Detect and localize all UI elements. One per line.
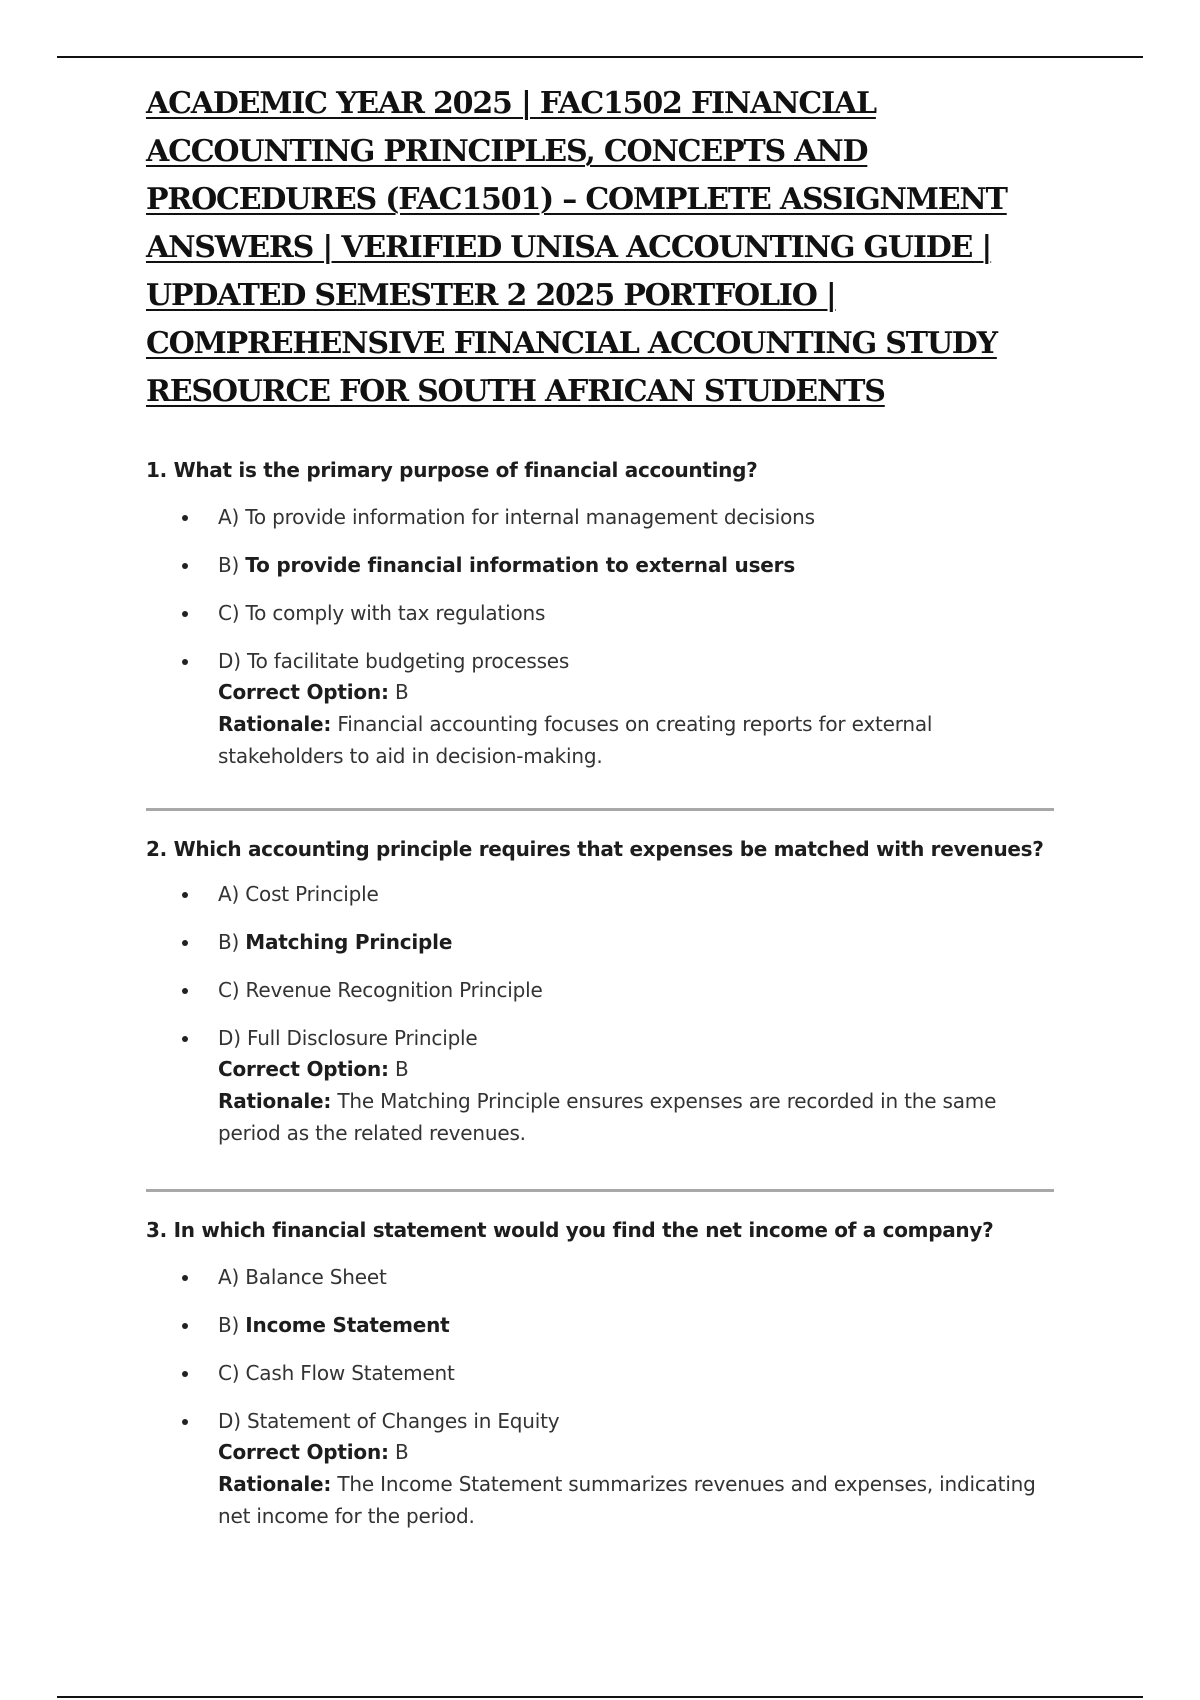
correct-option-label: Correct Option: [218, 1057, 389, 1081]
option-text: Revenue Recognition Principle [245, 978, 543, 1002]
option-list [146, 1262, 1056, 1532]
rationale-label: Rationale: [218, 1089, 332, 1113]
option-text: To comply with tax regulations [245, 601, 546, 625]
option-text: Full Disclosure Principle [246, 1026, 478, 1050]
bullet-icon [182, 1323, 188, 1329]
bullet-icon [182, 563, 188, 569]
bullet-icon [182, 892, 188, 898]
option-a [146, 502, 1056, 532]
rationale [218, 708, 1056, 772]
option-a [146, 879, 1056, 909]
option-list [146, 879, 1056, 1149]
option-letter: C) [218, 978, 240, 1002]
rationale-text: Financial accounting focuses on creating reports for external stakeholders to aid in decision-making. [218, 712, 933, 768]
question-text: 1. What is the primary purpose of financial accounting? [146, 458, 758, 482]
document-body [146, 80, 1056, 1532]
bullet-icon [182, 1275, 188, 1281]
bullet-icon [182, 1036, 188, 1042]
option-text: Income Statement [245, 1313, 450, 1337]
option-list [146, 502, 1056, 772]
option-text: To facilitate budgeting processes [246, 649, 570, 673]
option-b [146, 550, 1056, 580]
footer-rule [57, 1696, 1143, 1698]
question-text: 3. In which financial statement would you find the net income of a company? [146, 1218, 994, 1242]
rationale [218, 1468, 1056, 1532]
section-divider [146, 1189, 1054, 1192]
header-rule [57, 56, 1143, 58]
option-text: Balance Sheet [245, 1265, 387, 1289]
correct-option-label: Correct Option: [218, 680, 389, 704]
option-c [146, 1358, 1056, 1388]
option-a [146, 1262, 1056, 1292]
document-title: ACADEMIC YEAR 2025 | FAC1502 FINANCIAL ACCOUNTING PRINCIPLES, CONCEPTS AND PROCEDURES (FAC1501) – COMPLETE ASSIGNMENT ANSWERS | VERIFIED UNISA ACCOUNTING GUIDE | UPDATED SEMESTER 2 2025 PORTFOLIO | COMPREHENSIVE FINANCIAL ACCOUNTING STUDY RESOURCE FOR SOUTH AFRICAN STUDENTS [146, 86, 1007, 409]
option-d [146, 646, 1056, 772]
correct-option-value: B [394, 1440, 409, 1464]
option-letter: B) [218, 553, 240, 577]
bullet-icon [182, 1371, 188, 1377]
option-letter: C) [218, 601, 240, 625]
correct-option-value: B [394, 680, 409, 704]
option-text: Cash Flow Statement [245, 1361, 455, 1385]
option-d [146, 1406, 1056, 1532]
option-letter: B) [218, 930, 240, 954]
option-text: To provide financial information to external users [245, 553, 796, 577]
option-letter: A) [218, 882, 240, 906]
bullet-icon [182, 988, 188, 994]
bullet-icon [182, 515, 188, 521]
option-letter: D) [218, 1026, 241, 1050]
option-text: Matching Principle [245, 930, 453, 954]
option-b [146, 1310, 1056, 1340]
rationale-text: The Matching Principle ensures expenses are recorded in the same period as the related revenues. [218, 1089, 997, 1145]
rationale-label: Rationale: [218, 712, 332, 736]
option-letter: C) [218, 1361, 240, 1385]
option-letter: D) [218, 1409, 241, 1433]
question-3 [146, 1216, 1056, 1532]
rationale-label: Rationale: [218, 1472, 332, 1496]
bullet-icon [182, 611, 188, 617]
option-text: Cost Principle [245, 882, 379, 906]
correct-option [218, 1436, 1056, 1468]
option-letter: D) [218, 649, 241, 673]
option-text: To provide information for internal management decisions [245, 505, 815, 529]
option-d [146, 1023, 1056, 1149]
correct-option-label: Correct Option: [218, 1440, 389, 1464]
question-2 [146, 835, 1056, 1149]
section-divider [146, 808, 1054, 811]
option-text: Statement of Changes in Equity [246, 1409, 560, 1433]
bullet-icon [182, 940, 188, 946]
option-b [146, 927, 1056, 957]
option-c [146, 975, 1056, 1005]
bullet-icon [182, 659, 188, 665]
correct-option [218, 1053, 1056, 1085]
correct-option [218, 676, 1056, 708]
correct-option-value: B [394, 1057, 409, 1081]
question-1 [146, 456, 1056, 772]
bullet-icon [182, 1419, 188, 1425]
option-letter: A) [218, 1265, 240, 1289]
option-c [146, 598, 1056, 628]
rationale-text: The Income Statement summarizes revenues and expenses, indicating net income for the period. [218, 1472, 1036, 1528]
question-text: 2. Which accounting principle requires that expenses be matched with revenues? [146, 837, 1044, 861]
option-letter: A) [218, 505, 240, 529]
option-letter: B) [218, 1313, 240, 1337]
rationale [218, 1085, 1056, 1149]
